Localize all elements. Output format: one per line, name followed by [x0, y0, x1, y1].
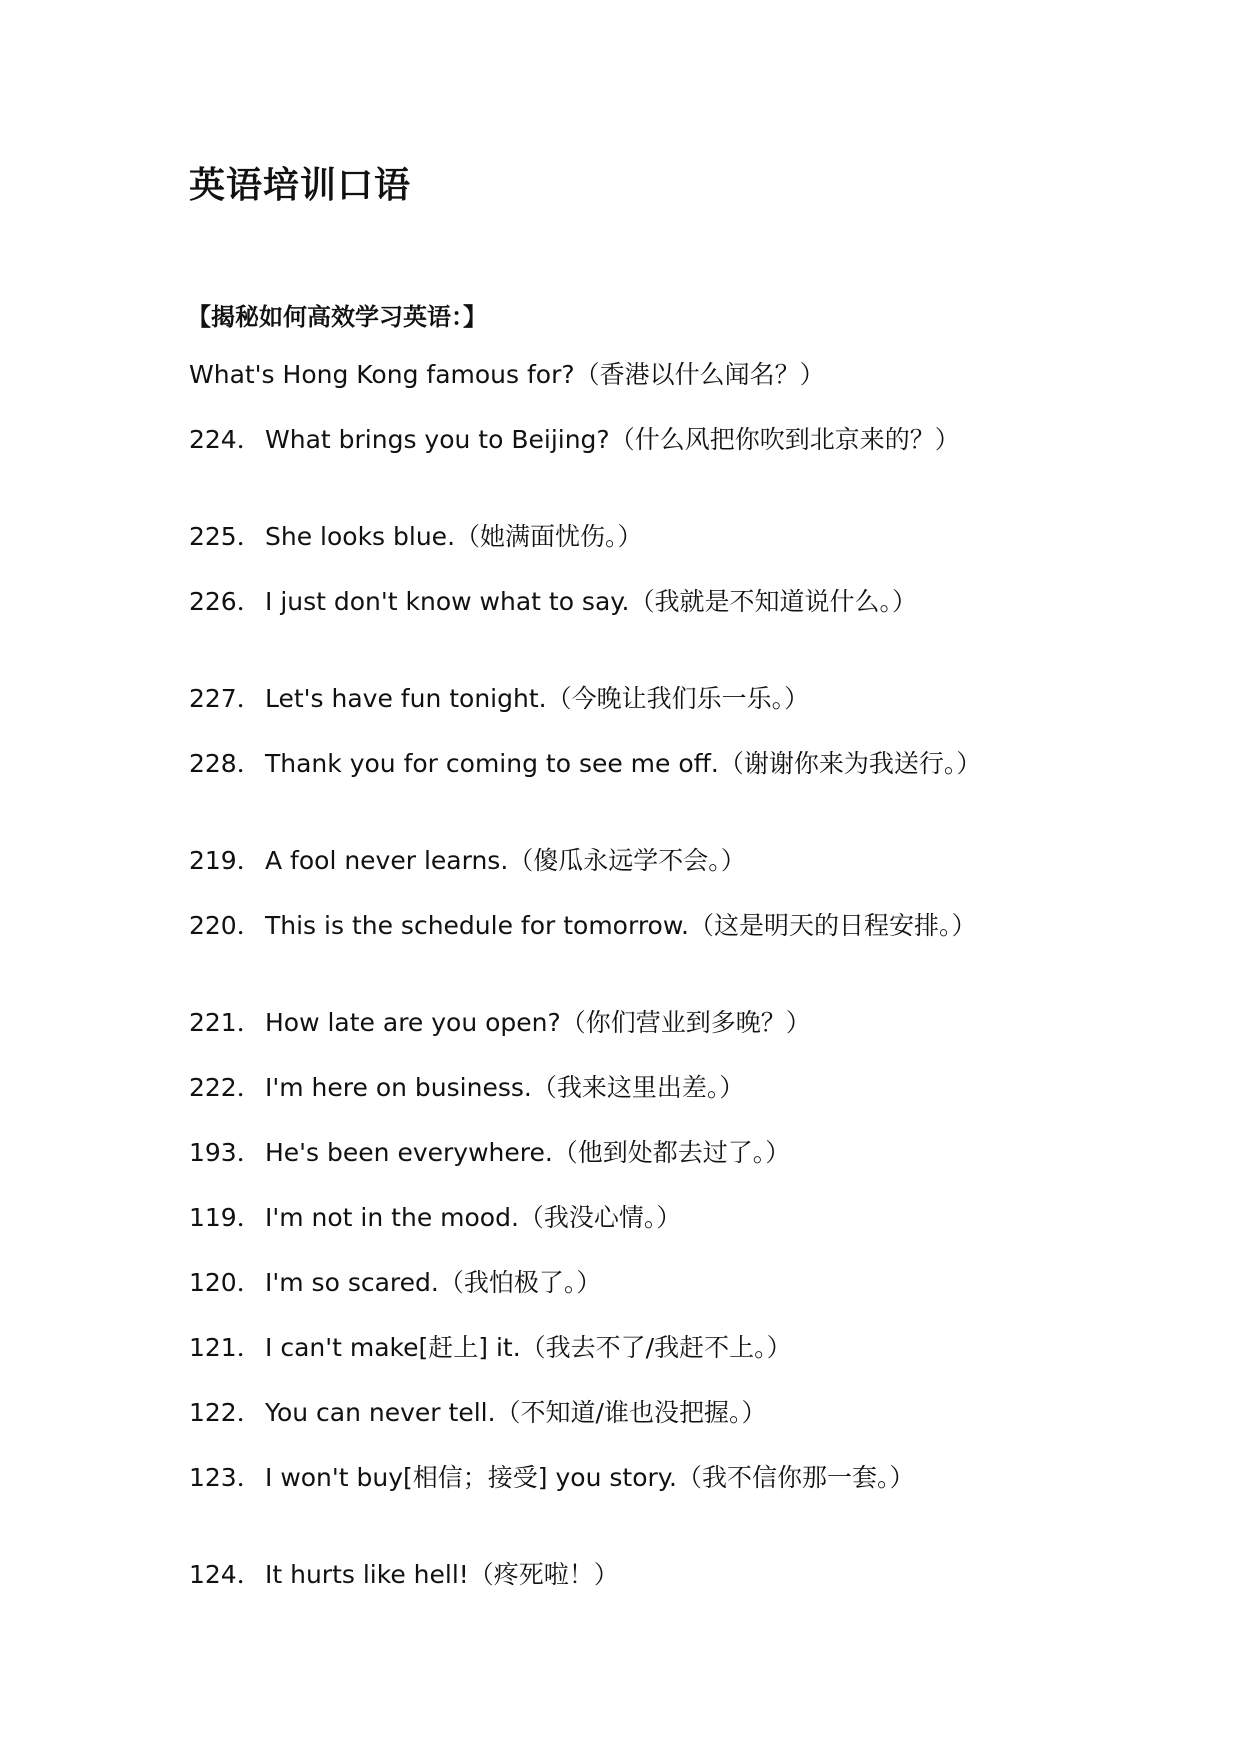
item-text: A fool never learns.（傻瓜永远学不会。）: [265, 846, 746, 875]
list-item: [189, 1461, 914, 1495]
item-number: 224．: [189, 425, 262, 454]
item-number: 219．: [189, 846, 262, 875]
item-number: 226．: [189, 587, 262, 616]
item-text: I just don't know what to say.（我就是不知道说什么。）: [265, 587, 917, 616]
intro-sentence: What's Hong Kong famous for?（香港以什么闻名？）: [189, 360, 825, 389]
list-item: [189, 1071, 744, 1105]
item-text: Let's have fun tonight.（今晚让我们乐一乐。）: [265, 684, 810, 713]
item-number: 121．: [189, 1333, 262, 1362]
item-number: 122．: [189, 1398, 262, 1427]
item-number: 220．: [189, 911, 262, 940]
item-text: It hurts like hell!（疼死啦！）: [265, 1560, 619, 1589]
item-number: 225．: [189, 522, 262, 551]
item-number: 119．: [189, 1203, 262, 1232]
page-title: 英语培训口语: [189, 165, 412, 206]
item-number: 228．: [189, 749, 262, 778]
list-item: [189, 585, 917, 619]
item-number: 227．: [189, 684, 262, 713]
list-item: [189, 1266, 601, 1300]
list-item: [189, 909, 976, 943]
item-text: She looks blue.（她满面忧伤。）: [265, 522, 643, 551]
item-text: I can't make[赶上] it.（我去不了/我赶不上。）: [265, 1333, 792, 1362]
item-text: I'm not in the mood.（我没心情。）: [265, 1203, 682, 1232]
item-text: I won't buy[相信；接受] you story.（我不信你那一套。）: [265, 1463, 915, 1492]
item-text: How late are you open?（你们营业到多晚？）: [265, 1008, 811, 1037]
item-text: He's been everywhere.（他到处都去过了。）: [265, 1138, 791, 1167]
list-item: [189, 747, 981, 781]
item-number: 221．: [189, 1008, 262, 1037]
item-text: You can never tell.（不知道/谁也没把握。）: [265, 1398, 767, 1427]
list-item: [189, 1201, 681, 1235]
item-text: This is the schedule for tomorrow.（这是明天的日程安排。）: [265, 911, 977, 940]
list-item: [189, 1558, 619, 1592]
section-heading: 【揭秘如何高效学习英语：】: [187, 303, 487, 331]
list-item: [189, 1396, 766, 1430]
list-item: [189, 844, 746, 878]
item-number: 193．: [189, 1138, 262, 1167]
item-text: Thank you for coming to see me off.（谢谢你来为我送行。）: [265, 749, 982, 778]
item-number: 123．: [189, 1463, 262, 1492]
item-text: What brings you to Beijing?（什么风把你吹到北京来的？）: [265, 425, 960, 454]
list-item: [189, 1331, 792, 1365]
item-text: I'm here on business.（我来这里出差。）: [265, 1073, 745, 1102]
list-item: [189, 1006, 811, 1040]
list-item: [189, 1136, 790, 1170]
list-item: [189, 520, 643, 554]
item-number: 120．: [189, 1268, 262, 1297]
item-number: 222．: [189, 1073, 262, 1102]
item-number: 124．: [189, 1560, 262, 1589]
list-item: [189, 423, 960, 457]
list-item: [189, 682, 809, 716]
item-text: I'm so scared.（我怕极了。）: [265, 1268, 602, 1297]
